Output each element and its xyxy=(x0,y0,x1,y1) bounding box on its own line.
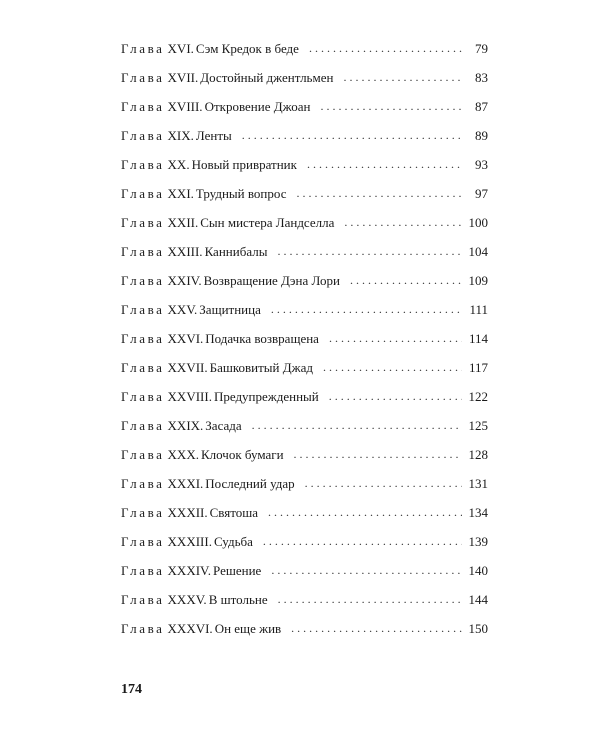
chapter-number: XXXI. xyxy=(167,475,204,491)
page-number: 122 xyxy=(468,388,488,404)
dot-leader xyxy=(343,70,462,85)
chapter-word: Глава xyxy=(121,533,165,549)
dot-leader xyxy=(296,186,462,201)
toc-entry xyxy=(121,208,488,237)
toc-entry xyxy=(121,237,488,266)
chapter-title: Каннибалы xyxy=(204,243,268,259)
chapter-title: Предупрежденный xyxy=(213,388,319,404)
chapter-number: XXXII. xyxy=(167,504,208,520)
toc-entry xyxy=(121,92,488,121)
dot-leader xyxy=(309,41,462,56)
page-number: 134 xyxy=(468,504,488,520)
chapter-title: Засада xyxy=(205,417,242,433)
chapter-number: XXVII. xyxy=(167,359,208,375)
chapter-word: Глава xyxy=(121,475,165,491)
page-number: 144 xyxy=(468,591,488,607)
toc-entry xyxy=(121,440,488,469)
toc-entry xyxy=(121,324,488,353)
chapter-title: Защитница xyxy=(199,301,261,317)
dot-leader xyxy=(242,128,462,143)
chapter-number: XXIII. xyxy=(167,243,203,259)
chapter-word: Глава xyxy=(121,98,165,114)
chapter-word: Глава xyxy=(121,272,165,288)
toc-entry xyxy=(121,585,488,614)
chapter-number: XXV. xyxy=(167,301,198,317)
toc-entry xyxy=(121,295,488,324)
toc-entry xyxy=(121,63,488,92)
chapter-title: Судьба xyxy=(213,533,253,549)
chapter-title: Новый привратник xyxy=(191,156,297,172)
dot-leader xyxy=(271,302,462,317)
dot-leader xyxy=(263,534,462,549)
chapter-title: Подачка возвращена xyxy=(205,330,319,346)
page-number: 125 xyxy=(468,417,488,433)
chapter-word: Глава xyxy=(121,620,165,636)
chapter-number: XXXV. xyxy=(167,591,207,607)
dot-leader xyxy=(294,447,462,462)
toc-entry xyxy=(121,266,488,295)
dot-leader xyxy=(277,244,462,259)
toc-entry xyxy=(121,353,488,382)
page-number: 97 xyxy=(475,185,488,201)
chapter-number: XXIV. xyxy=(167,272,202,288)
chapter-title: Откровение Джоан xyxy=(204,98,311,114)
chapter-title: Возвращение Дэна Лори xyxy=(203,272,340,288)
chapter-title: Последний удар xyxy=(205,475,295,491)
dot-leader xyxy=(291,621,462,636)
page-number: 117 xyxy=(468,359,488,375)
page-number: 100 xyxy=(468,214,488,230)
folio-page-number: 174 xyxy=(121,682,142,697)
dot-leader xyxy=(320,99,462,114)
toc-entry xyxy=(121,121,488,150)
chapter-word: Глава xyxy=(121,504,165,520)
page-number: 114 xyxy=(468,330,488,346)
chapter-title: Клочок бумаги xyxy=(200,446,284,462)
chapter-title: Он еще жив xyxy=(214,620,282,636)
toc-entry xyxy=(121,527,488,556)
dot-leader xyxy=(268,505,462,520)
chapter-number: XXIX. xyxy=(167,417,204,433)
page-number: 111 xyxy=(469,301,488,317)
toc-entry xyxy=(121,469,488,498)
dot-leader xyxy=(278,592,462,607)
chapter-title: Сэм Кредок в беде xyxy=(195,40,299,56)
chapter-number: XVII. xyxy=(167,69,199,85)
chapter-word: Глава xyxy=(121,330,165,346)
chapter-word: Глава xyxy=(121,214,165,230)
toc-entry xyxy=(121,556,488,585)
chapter-number: XXII. xyxy=(167,214,199,230)
page-number: 79 xyxy=(475,40,488,56)
dot-leader xyxy=(305,476,462,491)
dot-leader xyxy=(307,157,462,172)
chapter-title: Ленты xyxy=(195,127,232,143)
dot-leader xyxy=(329,331,462,346)
dot-leader xyxy=(329,389,462,404)
toc-entry xyxy=(121,382,488,411)
page-number: 109 xyxy=(468,272,488,288)
chapter-number: XVIII. xyxy=(167,98,203,114)
dot-leader xyxy=(252,418,462,433)
dot-leader xyxy=(350,273,462,288)
chapter-title: Святоша xyxy=(209,504,259,520)
table-of-contents xyxy=(121,34,488,643)
chapter-word: Глава xyxy=(121,446,165,462)
chapter-word: Глава xyxy=(121,301,165,317)
chapter-word: Глава xyxy=(121,388,165,404)
chapter-word: Глава xyxy=(121,156,165,172)
chapter-number: XX. xyxy=(167,156,190,172)
toc-entry xyxy=(121,34,488,63)
chapter-word: Глава xyxy=(121,359,165,375)
page-number: 150 xyxy=(468,620,488,636)
chapter-number: XXXIII. xyxy=(167,533,212,549)
toc-entry xyxy=(121,498,488,527)
chapter-number: XXXVI. xyxy=(167,620,213,636)
page-number: 93 xyxy=(475,156,488,172)
page-number: 140 xyxy=(468,562,488,578)
dot-leader xyxy=(323,360,462,375)
dot-leader xyxy=(344,215,462,230)
chapter-word: Глава xyxy=(121,243,165,259)
toc-entry xyxy=(121,411,488,440)
chapter-title: Достойный джентльмен xyxy=(200,69,334,85)
chapter-title: Решение xyxy=(213,562,262,578)
chapter-word: Глава xyxy=(121,40,165,56)
chapter-word: Глава xyxy=(121,185,165,201)
page-number: 87 xyxy=(475,98,488,114)
toc-entry xyxy=(121,150,488,179)
toc-entry xyxy=(121,614,488,643)
chapter-number: XXI. xyxy=(167,185,194,201)
chapter-title: Башковитый Джад xyxy=(209,359,313,375)
page-number: 104 xyxy=(468,243,488,259)
chapter-word: Глава xyxy=(121,591,165,607)
chapter-number: XXVIII. xyxy=(167,388,212,404)
page-number: 139 xyxy=(468,533,488,549)
chapter-title: Трудный вопрос xyxy=(195,185,287,201)
toc-entry xyxy=(121,179,488,208)
page-number: 128 xyxy=(468,446,488,462)
page-number: 89 xyxy=(475,127,488,143)
chapter-number: XXX. xyxy=(167,446,199,462)
page-number: 131 xyxy=(468,475,488,491)
chapter-word: Глава xyxy=(121,69,165,85)
chapter-word: Глава xyxy=(121,562,165,578)
chapter-word: Глава xyxy=(121,417,165,433)
chapter-word: Глава xyxy=(121,127,165,143)
page-number: 83 xyxy=(475,69,488,85)
chapter-title: В штольне xyxy=(208,591,268,607)
chapter-title: Сын мистера Ландселла xyxy=(200,214,335,230)
chapter-number: XIX. xyxy=(167,127,194,143)
chapter-number: XVI. xyxy=(167,40,194,56)
chapter-number: XXXIV. xyxy=(167,562,212,578)
dot-leader xyxy=(271,563,462,578)
chapter-number: XXVI. xyxy=(167,330,204,346)
